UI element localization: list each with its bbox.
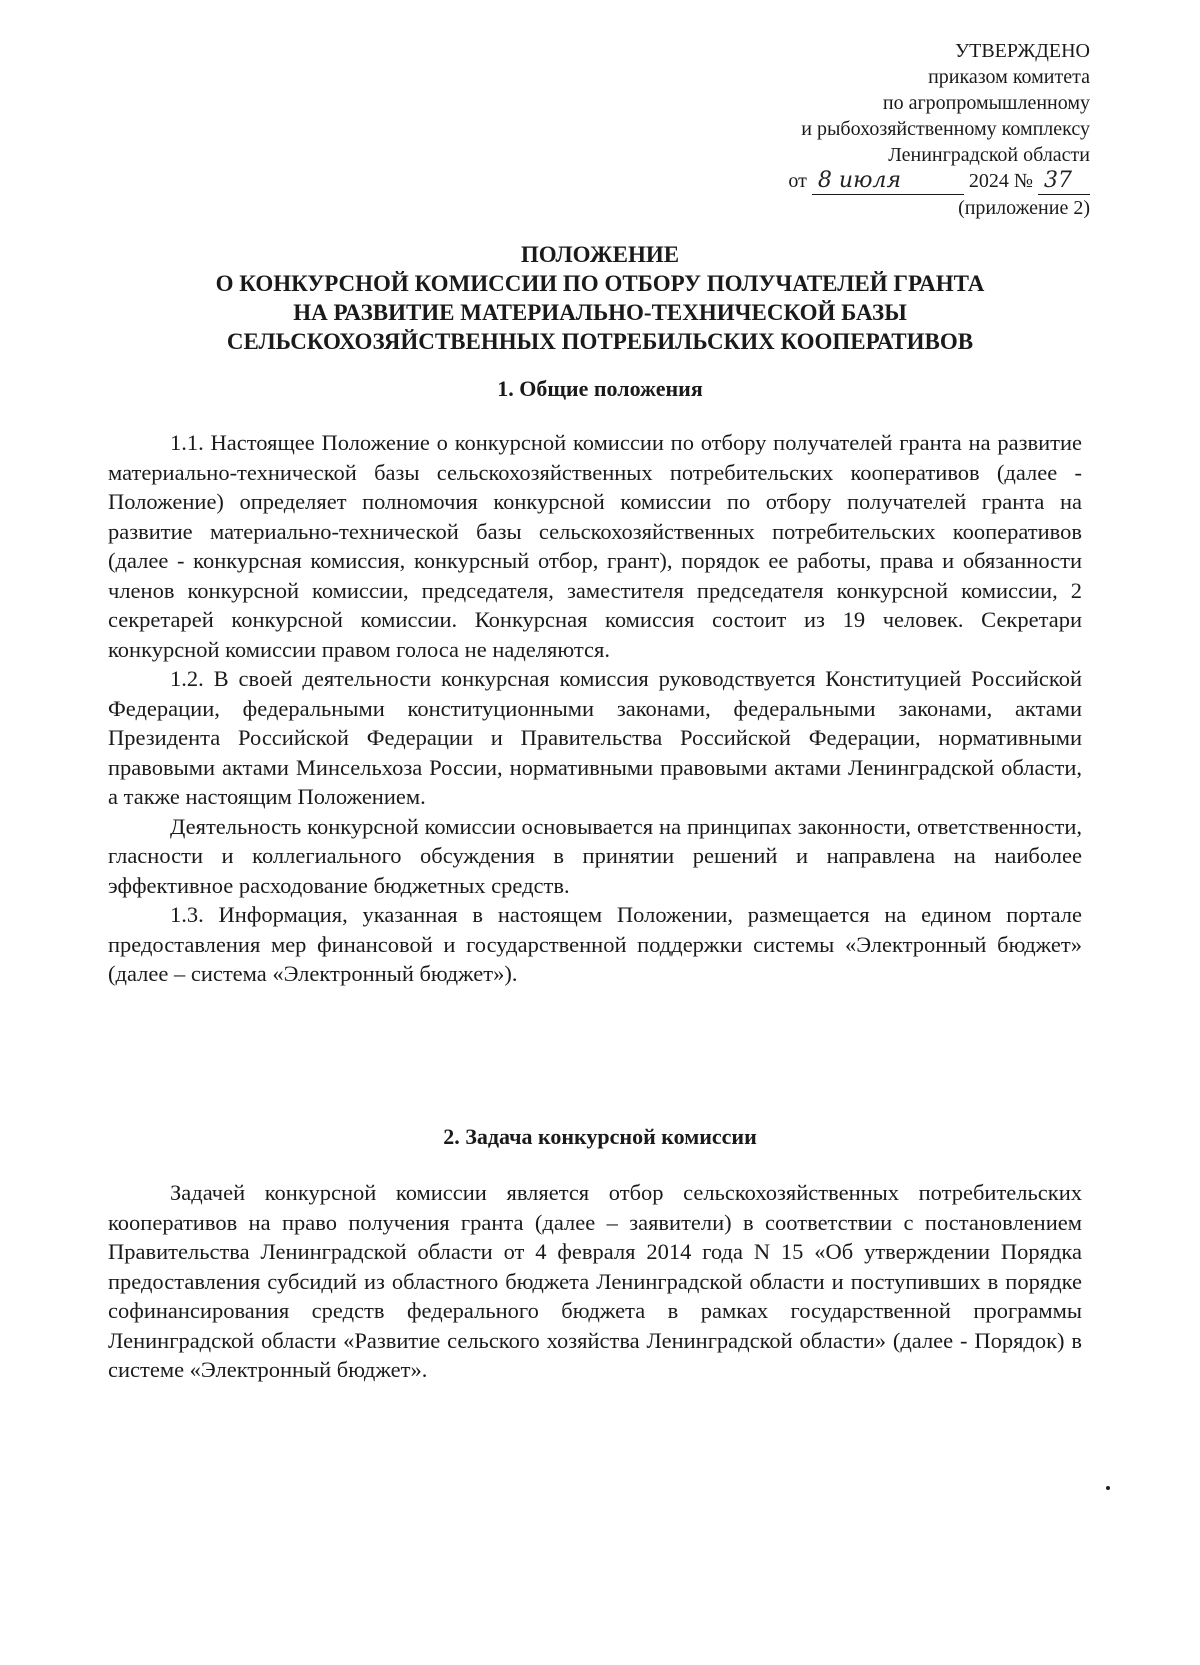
- section-general-body: [108, 428, 1082, 989]
- approval-line: и рыбохозяйственному комплексу: [801, 118, 1090, 140]
- approval-title: УТВЕРЖДЕНО: [954, 40, 1090, 62]
- approval-line: по агропромышленному: [882, 92, 1090, 114]
- handwritten-date: 8 июля: [812, 168, 964, 195]
- title-line: СЕЛЬСКОХОЗЯЙСТВЕННЫХ ПОТРЕБИЛЬСКИХ КООПЕРАТИВОВ: [226, 329, 974, 354]
- title-line: НА РАЗВИТИЕ МАТЕРИАЛЬНО-ТЕХНИЧЕСКОЙ БАЗЫ: [293, 300, 907, 325]
- title-line: ПОЛОЖЕНИЕ: [520, 242, 680, 267]
- appendix-note: (приложение 2): [958, 197, 1090, 219]
- paragraph: 1.3. Информация, указанная в настоящем Положении, размещается на едином портале предоставления мер финансовой и государственной поддержки системы «Электронный бюджет» (далее – система «Электронный бюджет»).: [108, 902, 1082, 986]
- date-prefix: от: [788, 170, 807, 192]
- scan-speck: [1106, 1486, 1110, 1490]
- order-year: 2024 №: [968, 170, 1033, 192]
- approval-line: приказом комитета: [928, 66, 1090, 88]
- approval-date-line: [788, 168, 1090, 195]
- paragraph: 1.1. Настоящее Положение о конкурсной комиссии по отбору получателей гранта на развитие материально-технической базы сельскохозяйственных потребительских кооперативов (далее - Положение) определяет полномочия конкурсной комиссии по отбору получателей гранта на развитие материально-технической базы сельскохозяйственных потребительских кооперативов (далее - конкурсная комиссия, конкурсный отбор, грант), порядок ее работы, права и обязанности членов конкурсной комиссии, председателя, заместителя председателя конкурсной комиссии, 2 секретарей конкурсной комиссии. Конкурсная комиссия состоит из 19 человек. Секретари конкурсной комиссии правом голоса не наделяются.: [108, 430, 1082, 662]
- section-heading-task: 2. Задача конкурсной комиссии: [443, 1124, 757, 1149]
- section-heading-general: 1. Общие положения: [497, 376, 703, 401]
- handwritten-order-number: 37: [1038, 168, 1090, 195]
- section-task-body: [108, 1178, 1082, 1385]
- paragraph: 1.2. В своей деятельности конкурсная комиссия руководствуется Конституцией Российской Федерации, федеральными конституционными законами, федеральными законами, актами Президента Российской Федерации и Правительства Российской Федерации, нормативными правовыми актами Минсельхоза России, нормативными правовыми актами Ленинградской области, а также настоящим Положением.: [108, 666, 1082, 809]
- paragraph: Задачей конкурсной комиссии является отбор сельскохозяйственных потребительских кооперативов на право получения гранта (далее – заявители) в соответствии с постановлением Правительства Ленинградской области от 4 февраля 2014 года N 15 «Об утверждении Порядка предоставления субсидий из областного бюджета Ленинградской области и поступивших в порядке софинансирования средств федерального бюджета в рамках государственной программы Ленинградской области «Развитие сельского хозяйства Ленинградской области» (далее - Порядок) в системе «Электронный бюджет».: [108, 1180, 1082, 1382]
- paragraph: Деятельность конкурсной комиссии основывается на принципах законности, ответственности, гласности и коллегиального обсуждения в принятии решений и направлена на наиболее эффективное расходование бюджетных средств.: [108, 813, 1082, 898]
- title-line: О КОНКУРСНОЙ КОМИССИИ ПО ОТБОРУ ПОЛУЧАТЕЛЕЙ ГРАНТА: [215, 271, 985, 296]
- document-title: [100, 240, 1100, 356]
- approval-stamp-block: [788, 38, 1090, 221]
- approval-line: Ленинградской области: [888, 144, 1090, 166]
